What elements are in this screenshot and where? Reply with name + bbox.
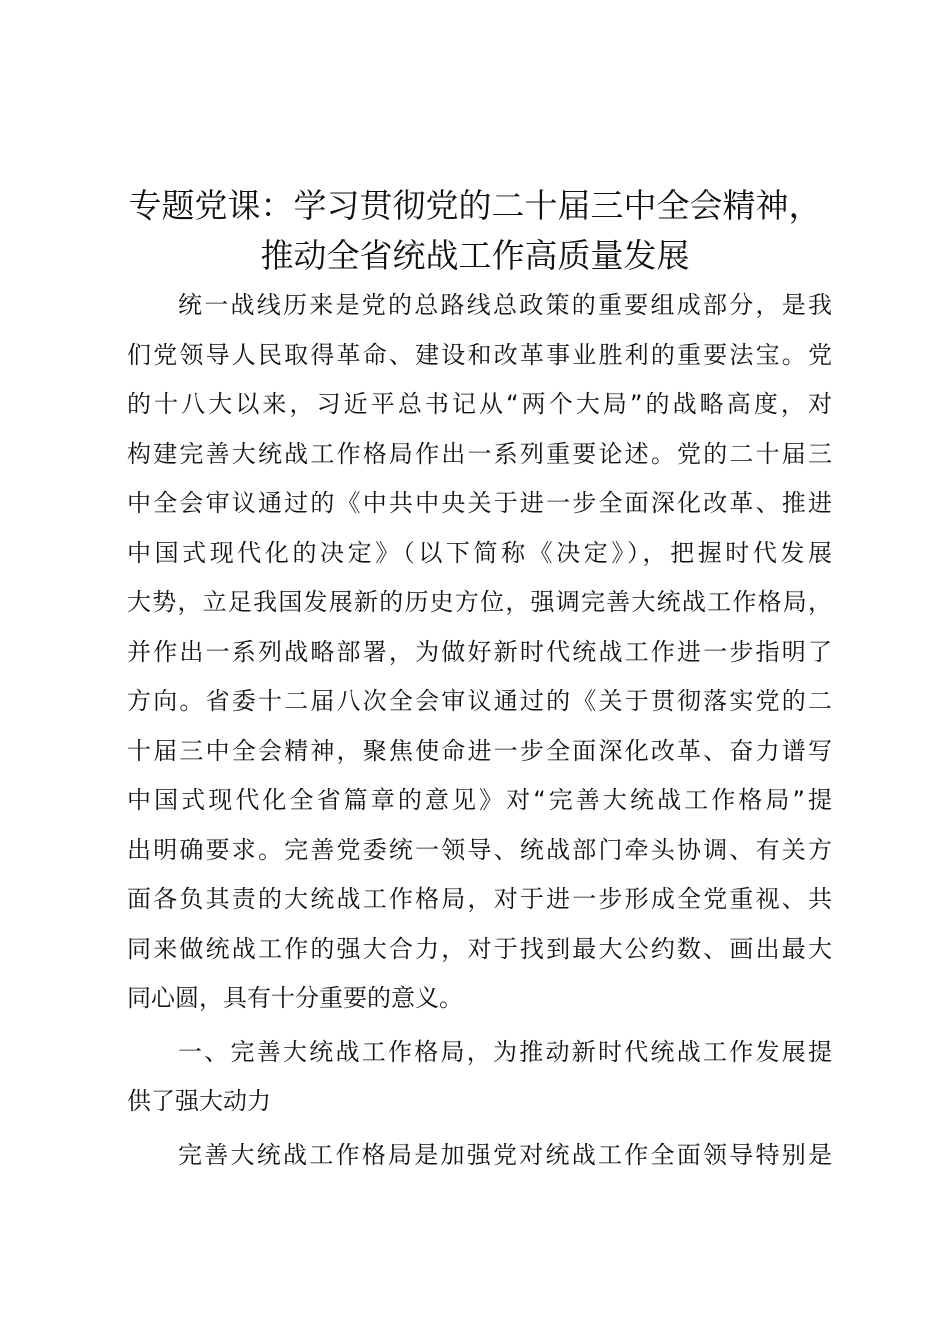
paragraph-line: 并作出一系列战略部署，为做好新时代统战工作进一步指明了 — [127, 637, 832, 666]
paragraph-line: 面各负其责的大统战工作格局，对于进一步形成全党重视、共 — [127, 885, 832, 913]
paragraph-line: 完善大统战工作格局是加强党对统战工作全面领导特别是 — [178, 1140, 832, 1169]
paragraph-line: 中国式现代化的决定》（以下简称《决定》），把握时代发展 — [127, 538, 832, 567]
heading-line: 供了强大动力 — [127, 1087, 271, 1115]
paragraph-line: 们党领导人民取得革命、建设和改革事业胜利的重要法宝。党 — [127, 340, 832, 369]
paragraph-2 — [127, 1131, 832, 1181]
paragraph-1 — [127, 281, 832, 1024]
paragraph-line: 出明确要求。完善党委统一领导、统战部门牵头协调、有关方 — [127, 835, 832, 864]
document-body — [127, 281, 832, 1180]
paragraph-line: 大势，立足我国发展新的历史方位，强调完善大统战工作格局， — [127, 588, 832, 616]
paragraph-line: 十届三中全会精神，聚焦使命进一步全面深化改革、奋力谱写 — [127, 736, 832, 765]
paragraph-line: 方向。省委十二届八次全会审议通过的《关于贯彻落实党的二 — [127, 687, 832, 715]
paragraph-line: 中国式现代化全省篇章的意见》对“完善大统战工作格局”提 — [127, 786, 832, 814]
paragraph-line: 构建完善大统战工作格局作出一系列重要论述。党的二十届三 — [127, 439, 832, 468]
title-line-2: 推动全省统战工作高质量发展 — [260, 236, 690, 275]
document-title — [0, 181, 950, 281]
title-line-1: 专题党课：学习贯彻党的二十届三中全会精神， — [128, 186, 822, 225]
paragraph-line: 同来做统战工作的强大合力，对于找到最大公约数、画出最大 — [127, 934, 832, 963]
paragraph-line: 统一战线历来是党的总路线总政策的重要组成部分，是我 — [178, 291, 832, 319]
heading-line: 一、完善大统战工作格局，为推动新时代统战工作发展提 — [178, 1037, 832, 1066]
paragraph-line: 的十八大以来，习近平总书记从“两个大局”的战略高度，对 — [127, 390, 832, 418]
paragraph-line: 中全会审议通过的《中共中央关于进一步全面深化改革、推进 — [127, 489, 832, 517]
section-heading-1 — [127, 1028, 832, 1127]
paragraph-line: 同心圆，具有十分重要的意义。 — [127, 984, 463, 1012]
